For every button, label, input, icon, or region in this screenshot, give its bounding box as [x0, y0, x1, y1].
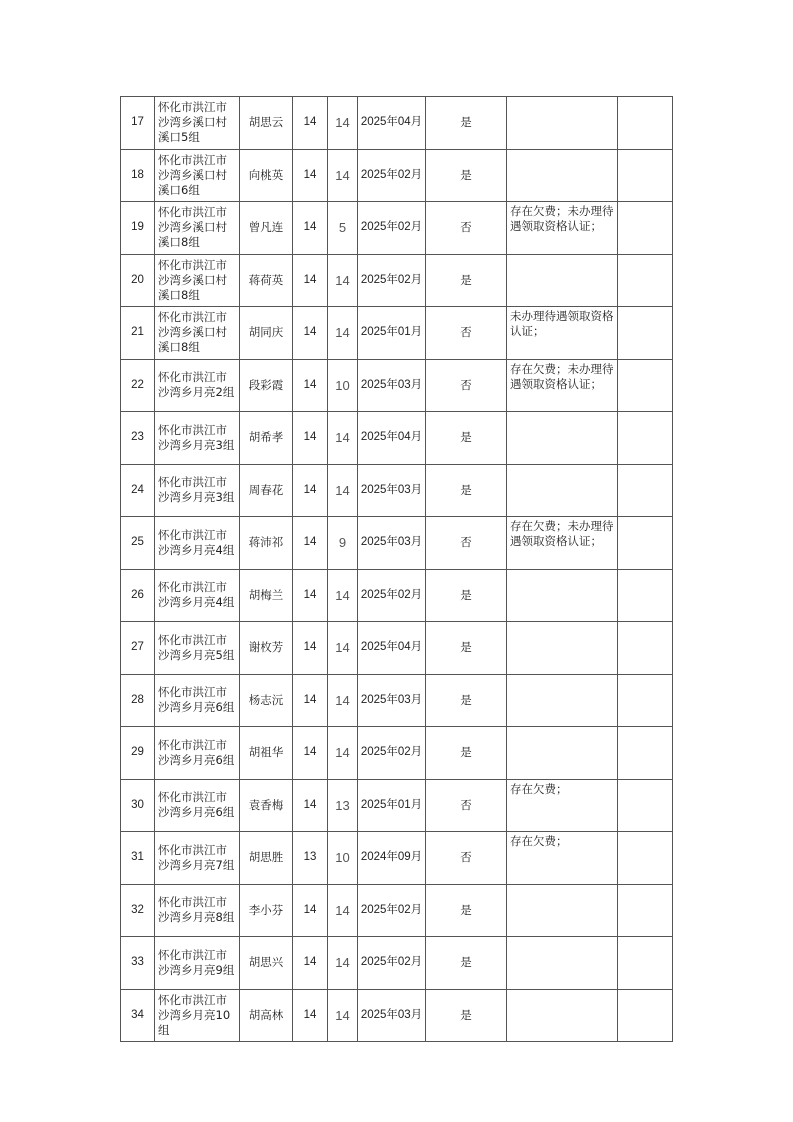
address-cell: 怀化市洪江市沙湾乡月亮3组	[155, 464, 240, 517]
remark-cell: 存在欠费；未办理待遇领取资格认证；	[507, 359, 618, 412]
remark-cell	[507, 412, 618, 465]
remark-cell	[507, 97, 618, 150]
count-b-cell: 14	[328, 884, 358, 937]
count-a-cell: 14	[293, 674, 328, 727]
month-cell: 2025年04月	[358, 622, 426, 675]
remark-cell	[507, 989, 618, 1042]
count-a-cell: 14	[293, 622, 328, 675]
address-cell: 怀化市洪江市沙湾乡月亮10组	[155, 989, 240, 1042]
name-cell: 袁香梅	[240, 779, 293, 832]
address-cell: 怀化市洪江市沙湾乡月亮2组	[155, 359, 240, 412]
table-row	[121, 727, 673, 780]
row-number: 21	[121, 307, 155, 360]
name-cell: 胡高林	[240, 989, 293, 1042]
status-cell: 是	[426, 412, 507, 465]
address-cell: 怀化市洪江市沙湾乡溪口村溪口8组	[155, 307, 240, 360]
count-a-cell: 14	[293, 989, 328, 1042]
extra-cell	[618, 674, 673, 727]
count-b-cell: 14	[328, 307, 358, 360]
month-cell: 2025年02月	[358, 254, 426, 307]
remark-cell: 存在欠费；未办理待遇领取资格认证；	[507, 517, 618, 570]
name-cell: 曾凡连	[240, 202, 293, 255]
status-cell: 是	[426, 937, 507, 990]
row-number: 28	[121, 674, 155, 727]
table-row	[121, 359, 673, 412]
count-b-cell: 9	[328, 517, 358, 570]
count-a-cell: 14	[293, 412, 328, 465]
address-cell: 怀化市洪江市沙湾乡月亮4组	[155, 569, 240, 622]
name-cell: 蒋沛祁	[240, 517, 293, 570]
name-cell: 李小芬	[240, 884, 293, 937]
extra-cell	[618, 359, 673, 412]
count-b-cell: 14	[328, 937, 358, 990]
row-number: 22	[121, 359, 155, 412]
name-cell: 周春花	[240, 464, 293, 517]
month-cell: 2024年09月	[358, 832, 426, 885]
month-cell: 2025年01月	[358, 307, 426, 360]
table-row	[121, 254, 673, 307]
count-b-cell: 14	[328, 254, 358, 307]
month-cell: 2025年02月	[358, 149, 426, 202]
status-cell: 是	[426, 464, 507, 517]
status-cell: 是	[426, 97, 507, 150]
row-number: 18	[121, 149, 155, 202]
name-cell: 胡思胜	[240, 832, 293, 885]
records-table	[120, 96, 673, 1042]
remark-cell: 未办理待遇领取资格认证；	[507, 307, 618, 360]
remark-cell	[507, 464, 618, 517]
row-number: 27	[121, 622, 155, 675]
month-cell: 2025年02月	[358, 884, 426, 937]
extra-cell	[618, 937, 673, 990]
row-number: 25	[121, 517, 155, 570]
count-b-cell: 14	[328, 622, 358, 675]
remark-cell	[507, 254, 618, 307]
row-number: 20	[121, 254, 155, 307]
status-cell: 是	[426, 884, 507, 937]
count-a-cell: 14	[293, 97, 328, 150]
remark-cell	[507, 622, 618, 675]
remark-cell	[507, 674, 618, 727]
address-cell: 怀化市洪江市沙湾乡月亮6组	[155, 674, 240, 727]
month-cell: 2025年02月	[358, 202, 426, 255]
extra-cell	[618, 149, 673, 202]
month-cell: 2025年04月	[358, 97, 426, 150]
status-cell: 是	[426, 622, 507, 675]
extra-cell	[618, 884, 673, 937]
count-a-cell: 14	[293, 149, 328, 202]
row-number: 26	[121, 569, 155, 622]
extra-cell	[618, 307, 673, 360]
status-cell: 是	[426, 569, 507, 622]
month-cell: 2025年02月	[358, 727, 426, 780]
status-cell: 是	[426, 254, 507, 307]
name-cell: 段彩霞	[240, 359, 293, 412]
count-b-cell: 5	[328, 202, 358, 255]
row-number: 29	[121, 727, 155, 780]
status-cell: 否	[426, 307, 507, 360]
status-cell: 否	[426, 832, 507, 885]
count-b-cell: 14	[328, 149, 358, 202]
table-row	[121, 569, 673, 622]
count-b-cell: 14	[328, 412, 358, 465]
name-cell: 胡思云	[240, 97, 293, 150]
month-cell: 2025年01月	[358, 779, 426, 832]
extra-cell	[618, 254, 673, 307]
count-b-cell: 14	[328, 674, 358, 727]
remark-cell	[507, 149, 618, 202]
count-b-cell: 10	[328, 359, 358, 412]
month-cell: 2025年04月	[358, 412, 426, 465]
count-a-cell: 14	[293, 307, 328, 360]
status-cell: 是	[426, 727, 507, 780]
count-a-cell: 14	[293, 464, 328, 517]
row-number: 33	[121, 937, 155, 990]
extra-cell	[618, 622, 673, 675]
count-b-cell: 10	[328, 832, 358, 885]
month-cell: 2025年02月	[358, 569, 426, 622]
name-cell: 胡梅兰	[240, 569, 293, 622]
status-cell: 否	[426, 359, 507, 412]
month-cell: 2025年03月	[358, 359, 426, 412]
table-row	[121, 884, 673, 937]
row-number: 23	[121, 412, 155, 465]
status-cell: 否	[426, 202, 507, 255]
status-cell: 否	[426, 517, 507, 570]
address-cell: 怀化市洪江市沙湾乡溪口村溪口8组	[155, 254, 240, 307]
extra-cell	[618, 412, 673, 465]
table-row	[121, 674, 673, 727]
address-cell: 怀化市洪江市沙湾乡溪口村溪口5组	[155, 97, 240, 150]
row-number: 34	[121, 989, 155, 1042]
name-cell: 胡祖华	[240, 727, 293, 780]
month-cell: 2025年03月	[358, 674, 426, 727]
count-b-cell: 14	[328, 464, 358, 517]
table-row	[121, 622, 673, 675]
extra-cell	[618, 97, 673, 150]
count-a-cell: 14	[293, 202, 328, 255]
remark-cell	[507, 884, 618, 937]
month-cell: 2025年03月	[358, 989, 426, 1042]
remark-cell: 存在欠费；	[507, 779, 618, 832]
row-number: 24	[121, 464, 155, 517]
remark-cell	[507, 937, 618, 990]
month-cell: 2025年02月	[358, 937, 426, 990]
address-cell: 怀化市洪江市沙湾乡溪口村溪口8组	[155, 202, 240, 255]
address-cell: 怀化市洪江市沙湾乡月亮7组	[155, 832, 240, 885]
count-a-cell: 14	[293, 359, 328, 412]
name-cell: 胡思兴	[240, 937, 293, 990]
address-cell: 怀化市洪江市沙湾乡溪口村溪口6组	[155, 149, 240, 202]
row-number: 17	[121, 97, 155, 150]
extra-cell	[618, 202, 673, 255]
row-number: 32	[121, 884, 155, 937]
status-cell: 否	[426, 779, 507, 832]
extra-cell	[618, 464, 673, 517]
row-number: 19	[121, 202, 155, 255]
table-row	[121, 307, 673, 360]
table-row	[121, 464, 673, 517]
count-b-cell: 13	[328, 779, 358, 832]
table-body	[121, 97, 673, 1042]
address-cell: 怀化市洪江市沙湾乡月亮5组	[155, 622, 240, 675]
count-a-cell: 14	[293, 937, 328, 990]
address-cell: 怀化市洪江市沙湾乡月亮6组	[155, 727, 240, 780]
remark-cell: 存在欠费；	[507, 832, 618, 885]
extra-cell	[618, 569, 673, 622]
address-cell: 怀化市洪江市沙湾乡月亮3组	[155, 412, 240, 465]
count-a-cell: 13	[293, 832, 328, 885]
table-row	[121, 989, 673, 1042]
count-a-cell: 14	[293, 517, 328, 570]
address-cell: 怀化市洪江市沙湾乡月亮4组	[155, 517, 240, 570]
remark-cell	[507, 727, 618, 780]
table-row	[121, 779, 673, 832]
table-row	[121, 517, 673, 570]
count-a-cell: 14	[293, 884, 328, 937]
count-b-cell: 14	[328, 727, 358, 780]
month-cell: 2025年03月	[358, 517, 426, 570]
name-cell: 谢枚芳	[240, 622, 293, 675]
extra-cell	[618, 832, 673, 885]
extra-cell	[618, 517, 673, 570]
row-number: 30	[121, 779, 155, 832]
table-row	[121, 832, 673, 885]
status-cell: 是	[426, 989, 507, 1042]
address-cell: 怀化市洪江市沙湾乡月亮6组	[155, 779, 240, 832]
name-cell: 胡希孝	[240, 412, 293, 465]
remark-cell	[507, 569, 618, 622]
count-a-cell: 14	[293, 727, 328, 780]
count-b-cell: 14	[328, 569, 358, 622]
count-b-cell: 14	[328, 97, 358, 150]
table-row	[121, 149, 673, 202]
table-row	[121, 937, 673, 990]
table-row	[121, 97, 673, 150]
count-a-cell: 14	[293, 254, 328, 307]
name-cell: 胡同庆	[240, 307, 293, 360]
row-number: 31	[121, 832, 155, 885]
name-cell: 蒋荷英	[240, 254, 293, 307]
name-cell: 向桃英	[240, 149, 293, 202]
status-cell: 是	[426, 149, 507, 202]
extra-cell	[618, 779, 673, 832]
count-a-cell: 14	[293, 779, 328, 832]
address-cell: 怀化市洪江市沙湾乡月亮9组	[155, 937, 240, 990]
address-cell: 怀化市洪江市沙湾乡月亮8组	[155, 884, 240, 937]
table-row	[121, 412, 673, 465]
extra-cell	[618, 727, 673, 780]
status-cell: 是	[426, 674, 507, 727]
count-a-cell: 14	[293, 569, 328, 622]
table-row	[121, 202, 673, 255]
remark-cell: 存在欠费；未办理待遇领取资格认证；	[507, 202, 618, 255]
count-b-cell: 14	[328, 989, 358, 1042]
name-cell: 杨志沅	[240, 674, 293, 727]
month-cell: 2025年03月	[358, 464, 426, 517]
extra-cell	[618, 989, 673, 1042]
